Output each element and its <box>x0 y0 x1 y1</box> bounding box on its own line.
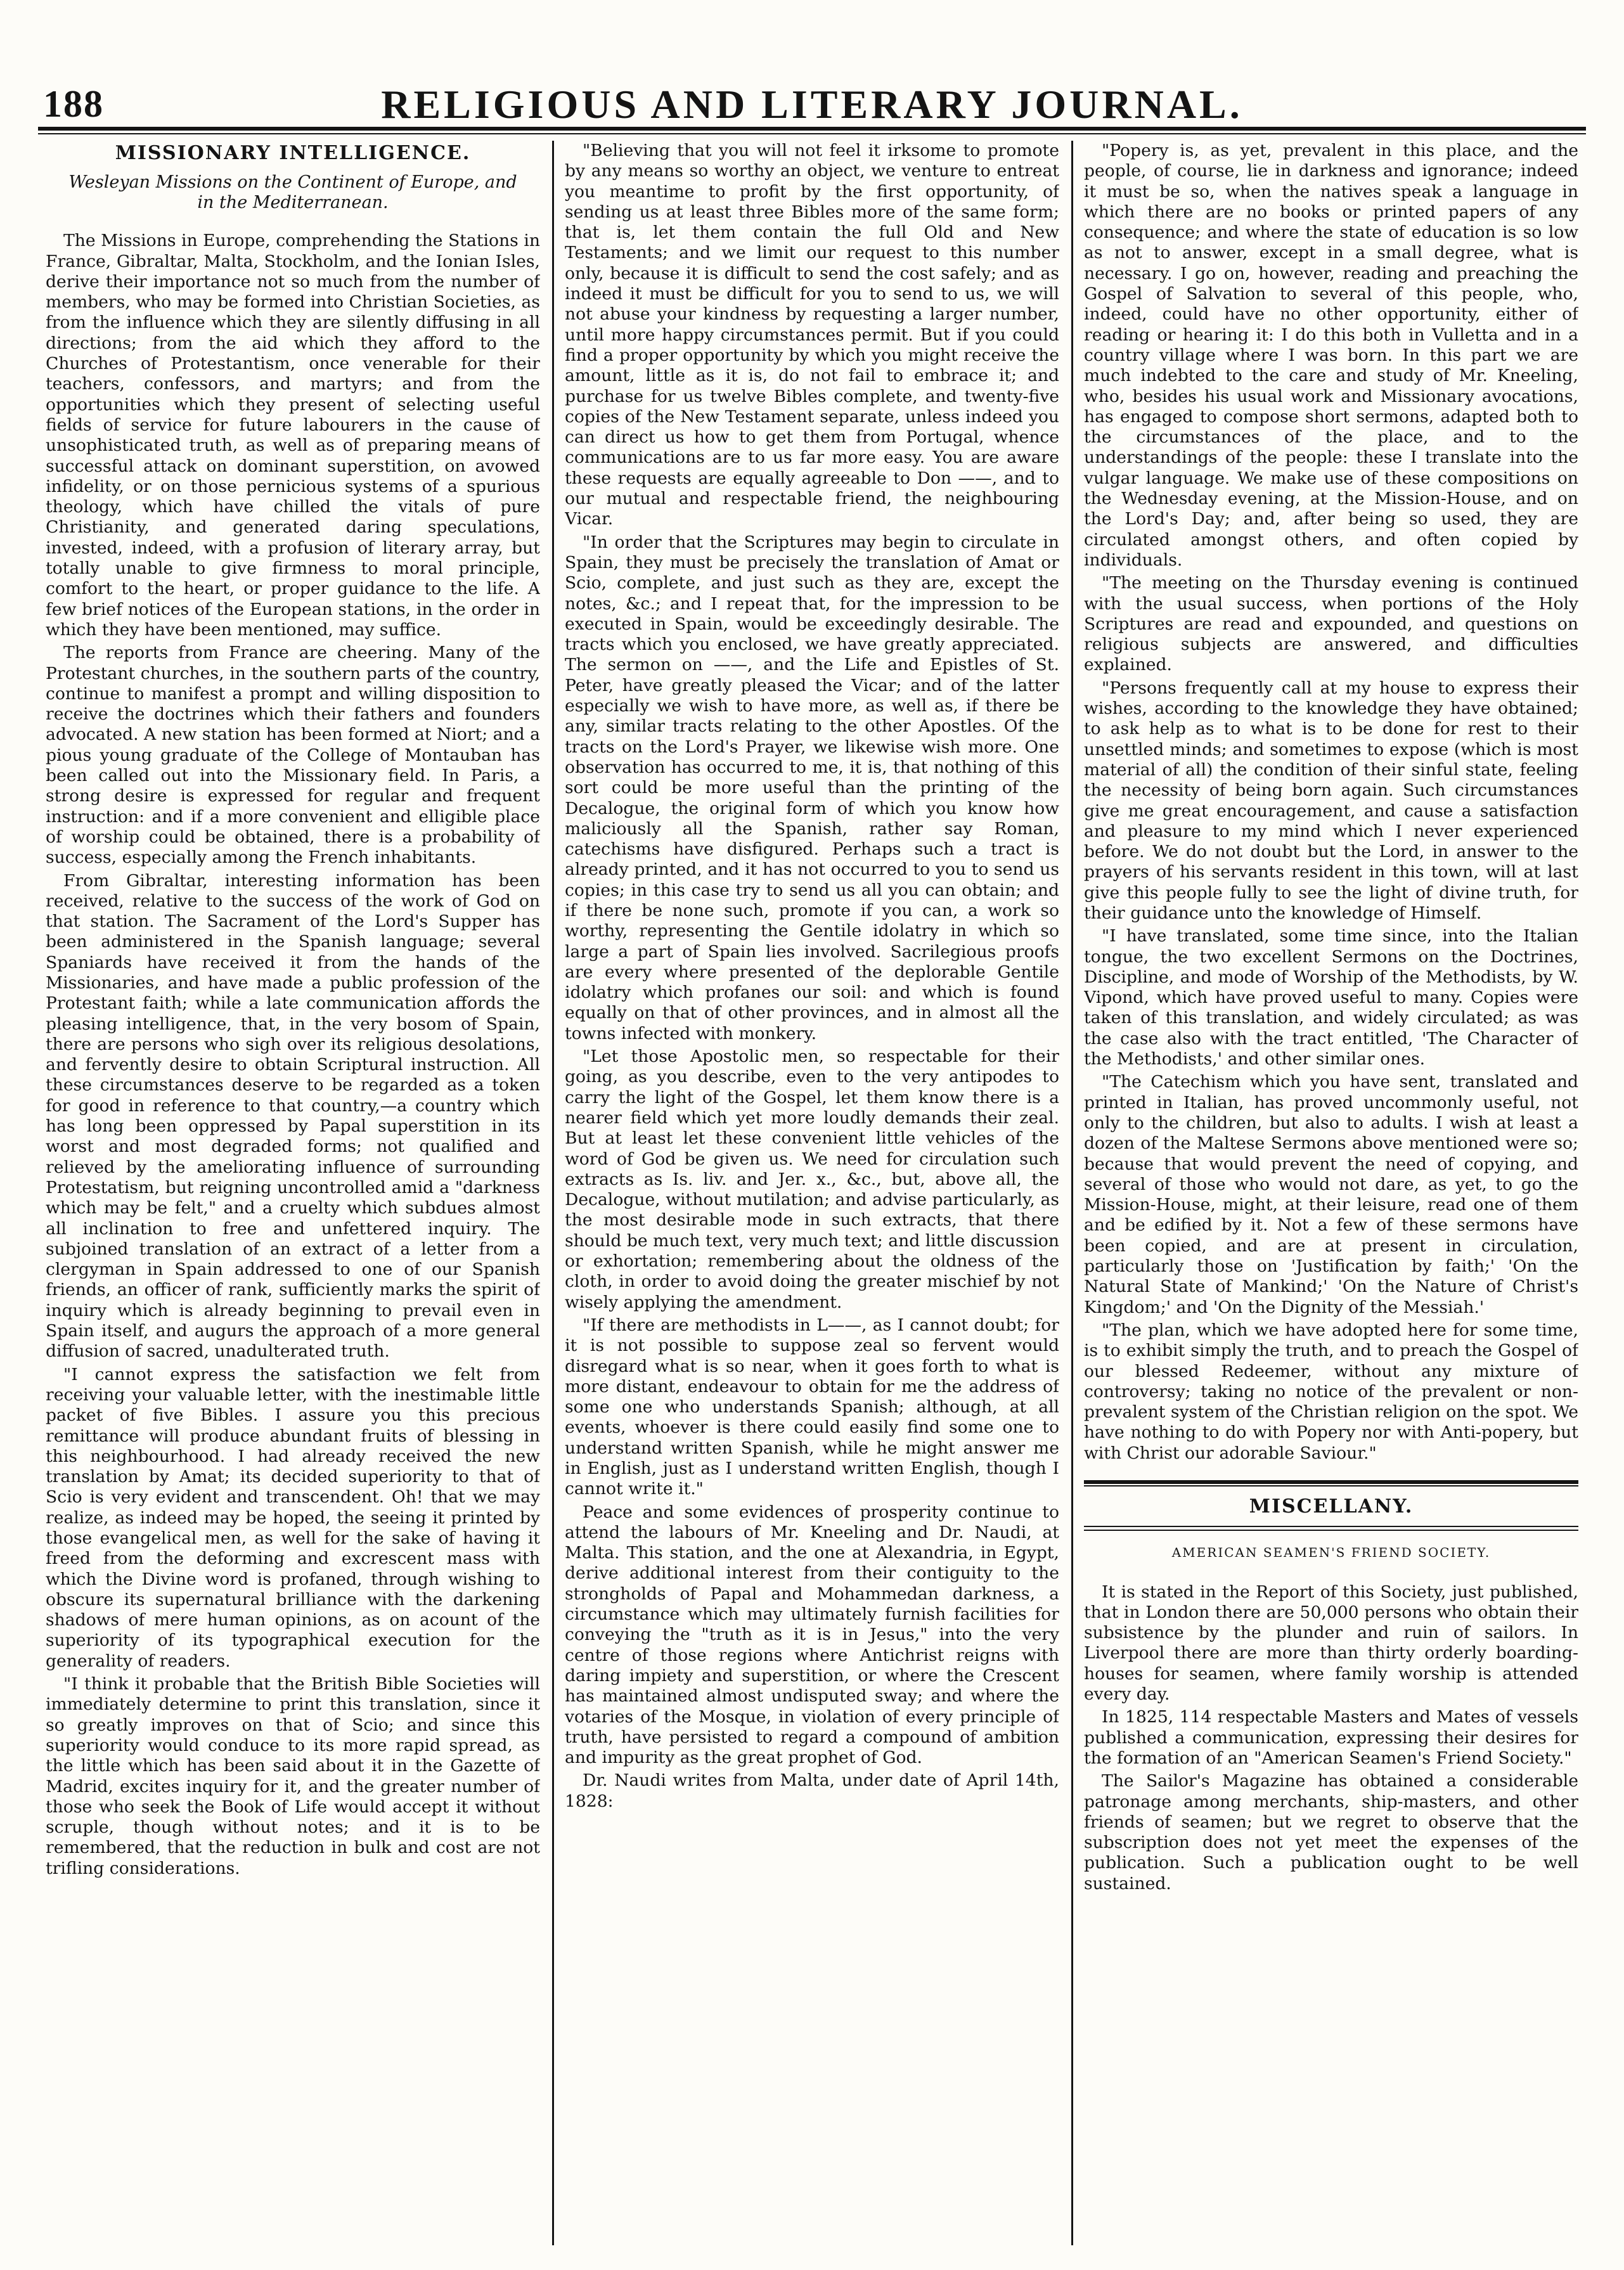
paragraph: "Popery is, as yet, prevalent in this place, and the people, of course, lie in darkness and ignorance; indeed it must be so, when the natives speak a language in which there are no books or printed papers of any consequence; and where the state of education is so low as not to answer, except in a small degree, what is necessary. I go on, however, reading and preaching the Gospel of Salvation to several of this people, who, indeed, could have no other opportunity, either of reading or hearing it: I do this both in Vulletta and in a country village where I was born. In this part we are much indebted to the care and study of Mr. Kneeling, who, besides his usual work and Missionary avocations, has engaged to compose short sermons, adapted both to the circumstances of the place, and to the understandings of the people: these I translate into the vulgar language. We make use of these compositions on the Wednesday evening, at the Mission-House, and on the Lord's Day; and, after being so used, they are circulated amongst others, and often copied by individuals. <box>1084 141 1578 570</box>
paragraph: "I cannot express the satisfaction we felt from receiving your valuable letter, with the inestimable little packet of five Bibles. I assure you this precious remittance will produce abundant fruits of blessing in this neighbourhood. I had already received the new translation by Amat; its decided superiority to that of Scio is very evident and transcendent. Oh! that we may realize, as indeed may be hoped, the seeing it printed by those evangelical men, as well for the sake of having it freed from the deforming and excrescent mass with which the Divine word is profaned, through wishing to obscure its supernatural brilliance with the darkening shadows of mere human opinions, as on acount of the superiority of its typographical execution for the generality of readers. <box>46 1364 540 1671</box>
paragraph: "The plan, which we have adopted here for some time, is to exhibit simply the truth, and to preach the Gospel of our blessed Redeemer, without any mixture of controversy; taking no notice of the prevalent or non-prevalent system of the Christian religion on the spot. We have nothing to do with Popery nor with Anti-popery, but with Christ our adorable Saviour." <box>1084 1320 1578 1463</box>
header-rule-thin <box>38 133 1586 134</box>
paragraph: In 1825, 114 respectable Masters and Mates of vessels published a communication, expressing their desires for the formation of an "American Seamen's Friend Society." <box>1084 1707 1578 1768</box>
masthead <box>38 82 1586 133</box>
column-2 <box>565 141 1059 2245</box>
paragraph: "Let those Apostolic men, so respectable for their going, as you describe, even to the very antipodes to carry the light of the Gospel, let them know there is a nearer field which yet more loudly demands their zeal. But at least let these convenient little vehicles of the word of God be given us. We need for circulation such extracts as Is. liv. and Jer. x., &c., but, above all, the Decalogue, without mutilation; and advise particularly, as the most desirable mode in such extracts, that there should be much text, very much text; and little discussion or exhortation; remembering about the oldness of the cloth, in order to avoid doing the greater mischief by not wisely applying the amendment. <box>565 1047 1059 1312</box>
journal-title: RELIGIOUS AND LITERARY JOURNAL. <box>381 82 1243 127</box>
section-rule <box>1084 1530 1578 1531</box>
paragraph: It is stated in the Report of this Society, just published, that in London there are 50,000 persons who obtain their subsistence by the plunder and ruin of sailors. In Liverpool there are more than thirty orderly boarding-houses for seamen, where family worship is attended every day. <box>1084 1582 1578 1705</box>
paragraph: The reports from France are cheering. Many of the Protestant churches, in the southern parts of the country, continue to manifest a prompt and willing disposition to receive the doctrines which their fathers and founders advocated. A new station has been formed at Niort; and a pious young graduate of the College of Montauban has been called out into the Missionary field. In Paris, a strong desire is expressed for regular and frequent instruction: and if a more convenient and elligible place of worship could be obtained, there is a probability of success, especially among the French inhabitants. <box>46 643 540 868</box>
section-title-missionary: MISSIONARY INTELLIGENCE. <box>115 142 471 164</box>
journal-page <box>38 0 1586 2270</box>
column-divider <box>552 141 554 2245</box>
paragraph: "In order that the Scriptures may begin to circulate in Spain, they must be precisely the translation of Amat or Scio, complete, and just such as they are, except the notes, &c.; and I repeat that, for the impression to be executed in Spain, would be exceedingly desirable. The tracts which you enclosed, we have greatly appreciated. The sermon on ——, and the Life and Epistles of St. Peter, have greatly pleased the Vicar; and of the latter especially we wish to have more, as well as, if there be any, similar tracts relating to the other Apostles. Of the tracts on the Lord's Prayer, we likewise wish more. One observation has occurred to me, it is, that nothing of this sort could be more useful than the printing of the Decalogue, the original form of which you know how maliciously all the Spanish, rather say Roman, catechisms have disfigured. Perhaps such a tract is already printed, and it has not occurred to you to send us copies; in this case try to send us all you can obtain; and if there be none such, promote if you can, a work so worthy, representing the Gentile idolatry in which so large a part of Spain lies involved. Sacrilegious proofs are every where presented of the deplorable Gentile idolatry which profanes our soil: and which is found equally on that of other provinces, and in almost all the towns infected with monkery. <box>565 532 1059 1043</box>
paragraph: "The Catechism which you have sent, translated and printed in Italian, has proved uncommonly useful, not only to the children, but also to adults. I wish at least a dozen of the Maltese Sermons above mentioned were so; because that would prevent the need of copying, and several of those who would not dare, as yet, to go the Mission-House, might, at their leisure, read one of them and be edified by it. Not a few of these sermons have been copied, and are at present in circulation, particularly those on 'Justification by faith;' 'On the Natural State of Mankind;' 'On the Nature of Christ's Kingdom;' and 'On the Dignity of the Messiah.' <box>1084 1072 1578 1317</box>
paragraph: From Gibraltar, interesting information has been received, relative to the success of the work of God on that station. The Sacrament of the Lord's Supper has been administered in the Spanish language; several Spaniards have received it from the hands of the Missionaries, and have made a public profession of the Protestant faith; while a late communication affords the pleasing intelligence, that, in the very bosom of Spain, there are persons who sigh over its religious desolations, and fervently desire to obtain Scriptural instruction. All these circumstances deserve to be regarded as a token for good in reference to that country,—a country which has long been oppressed by Papal superstition in its worst and most degraded forms; not qualified and relieved by the ameliorating influence of surrounding Protestatism, but reigning uncontrolled amid a "darkness which may be felt," and a cruelty which subdues almost all inclination to free and unfettered inquiry. The subjoined translation of an extract of a letter from a clergyman in Spain addressed to one of our Spanish friends, an officer of rank, sufficiently marks the spirit of inquiry which is already beginning to prevail even in Spain itself, and augurs the approach of a more general diffusion of sacred, unadulterated truth. <box>46 870 540 1362</box>
paragraph: "I think it probable that the British Bible Societies will immediately determine to print this translation, since it so greatly improves on that of Scio; and since this superiority would conduce to its more rapid spread, as the little which has been said about it in the Gazette of Madrid, excites inquiry for it, and the greater number of those who seek the Book of Life would accept it without scruple, though without notes; and it is to be remembered, that the reduction in bulk and cost are not trifling considerations. <box>46 1674 540 1878</box>
paragraph: "Persons frequently call at my house to express their wishes, according to the knowledge they have obtained; to ask help as to what is to be done for rest to their unsettled minds; and sometimes to expose (which is most material of all) the condition of their sinful state, feeling the necessity of being born again. Such circumstances give me great encouragement, and cause a satisfaction and pleasure to my mind which I never experienced before. We do not doubt but the Lord, in answer to the prayers of his servants resident in this town, will at last give this people fully to see the light of divine truth, for their guidance unto the knowledge of Himself. <box>1084 678 1578 923</box>
paragraph: "Believing that you will not feel it irksome to promote by any means so worthy an object, we venture to entreat you meantime to profit by the first opportunity, of sending us at least three Bibles more of the same form; that is, let them contain the full Old and New Testaments; and we limit our request to this number only, because it is difficult to send the cost safely; and as indeed it must be difficult for you to send to us, we will not abuse your kindness by requesting a larger number, until more happy circumstances permit. But if you could find a proper opportunity by which you might receive the amount, little as it is, do not fail to embrace it; and purchase for us twelve Bibles complete, and twenty-five copies of the New Testament separate, unless indeed you can direct us how to get them from Portugal, whence communications are to us far more easy. You are aware these requests are equally agreeable to Don ——, and to our mutual and respectable friend, the neighbouring Vicar. <box>565 141 1059 529</box>
column-1 <box>46 141 540 2245</box>
text-columns <box>38 141 1586 2258</box>
section-title-miscellany: MISCELLANY. <box>1249 1495 1414 1518</box>
header-rule-thick <box>38 127 1586 131</box>
article-title: AMERICAN SEAMEN'S FRIEND SOCIETY. <box>1171 1545 1491 1561</box>
section-rule <box>1084 1526 1578 1527</box>
paragraph: The Sailor's Magazine has obtained a considerable patronage among merchants, ship-masters, and other friends of seamen; but we regret to observe that the subscription does not yet meet the expenses of the publication. Such a publication ought to be well sustained. <box>1084 1771 1578 1893</box>
miscellany-section <box>1084 1480 1578 1894</box>
paragraph: Dr. Naudi writes from Malta, under date of April 14th, 1828: <box>565 1770 1059 1811</box>
paragraph: Peace and some evidences of prosperity continue to attend the labours of Mr. Kneeling and Dr. Naudi, at Malta. This station, and the one at Alexandria, in Egypt, derive additional interest from their contiguity to the strongholds of Papal and Mohammedan darkness, a circumstance which may ultimately furnish facilities for conveying the "truth as it is in Jesus," into the very centre of those regions where Antichrist reigns with daring impiety and superstition, or where the Crescent has maintained almost undisputed sway; and where the votaries of the Mosque, in violation of every principle of truth, have persisted to regard a compound of ambition and impurity as the great prophet of God. <box>565 1502 1059 1768</box>
page-number: 188 <box>43 83 104 125</box>
paragraph: "The meeting on the Thursday evening is continued with the usual success, when portions of the Holy Scriptures are read and expounded, and questions on religious subjects are answered, and difficulties explained. <box>1084 573 1578 675</box>
section-rule <box>1084 1480 1578 1484</box>
column-3 <box>1084 141 1578 2245</box>
column-divider <box>1071 141 1073 2245</box>
section-subtitle: Wesleyan Missions on the Continent of Europe, and in the Mediterranean. <box>68 172 517 213</box>
paragraph: "I have translated, some time since, into the Italian tongue, the two excellent Sermons on the Doctrines, Discipline, and mode of Worship of the Methodists, by W. Vipond, which have proved useful to many. Copies were taken of this translation, and widely circulated; as was the case also with the tract entitled, 'The Character of the Methodists,' and other similar ones. <box>1084 926 1578 1069</box>
paragraph: "If there are methodists in L——, as I cannot doubt; for it is not possible to suppose zeal so fervent would disregard what is so near, when it goes forth to what is more distant, endeavour to obtain for me the address of some one who understands Spanish; although, at all events, whoever is there could easily find some one to understand written Spanish, while he might answer me in English, just as I understand written English, though I cannot write it." <box>565 1315 1059 1499</box>
paragraph: The Missions in Europe, comprehending the Stations in France, Gibraltar, Malta, Stockholm, and the Ionian Isles, derive their importance not so much from the number of members, who may be formed into Christian Societies, as from the influence which they are silently diffusing in all directions; from the aid which they afford to the Churches of Protestantism, once venerable for their teachers, confessors, and martyrs; and from the opportunities which they present of selecting useful fields of service for future labourers in the cause of unsophisticated truth, as well as of preparing means of successful attack on dominant superstition, on avowed infidelity, or on those pernicious systems of a spurious theology, which have chilled the vitals of pure Christianity, and generated daring speculations, invested, indeed, with a profusion of literary array, but totally unable to give firmness to moral principle, comfort to the heart, or proper guidance to the life. A few brief notices of the European stations, in the order in which they have been mentioned, may suffice. <box>46 231 540 640</box>
section-rule <box>1084 1485 1578 1486</box>
